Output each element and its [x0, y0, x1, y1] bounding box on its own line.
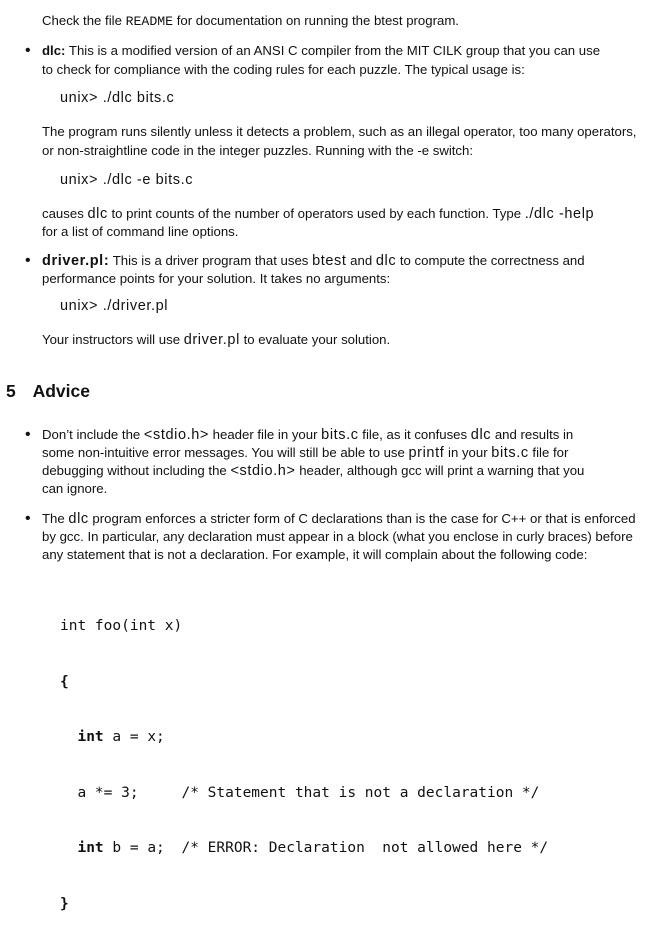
text: Don’t include the	[42, 427, 141, 442]
btest-keyword: btest	[312, 253, 347, 269]
advice1-line3	[42, 461, 584, 481]
section-heading	[6, 381, 90, 402]
text: and results in	[494, 427, 574, 442]
bullet-advice-2: •	[25, 510, 31, 527]
dlc-command-example: unix> ./dlc bits.c	[60, 90, 175, 106]
text: Your instructors will use	[42, 332, 181, 347]
code-text: a *= 3;	[77, 784, 139, 801]
dlc-description-line2: to check for compliance with the coding rules for each puzzle. The typical usage is:	[42, 62, 525, 77]
code-line-1: int foo(int x)	[60, 618, 183, 634]
text: debugging without including the	[42, 463, 227, 478]
readme-filename: README	[125, 14, 174, 29]
bullet-advice-1: •	[25, 426, 31, 443]
dlc-text: This is a modified version of an ANSI C compiler from the MIT CILK group that you can use	[68, 43, 601, 58]
text: in your	[448, 445, 488, 460]
dlc-help-command: ./dlc -help	[524, 206, 595, 222]
code-keyword: int	[77, 840, 104, 856]
text: program enforces a stricter form of C declarations than is the case for C++ or that is enforced	[92, 511, 636, 526]
code-text: a = x;	[103, 729, 165, 745]
bullet-dlc: •	[25, 42, 31, 59]
text: to evaluate your solution.	[243, 332, 391, 347]
advice1-line4: can ignore.	[42, 481, 108, 496]
text: header, although gcc will print a warning that you	[299, 463, 585, 478]
advice1-line2	[42, 443, 568, 463]
dlc-para1-line1: The program runs silently unless it detects a problem, such as an illegal operator, too many operators,	[42, 124, 637, 139]
text: to compute the correctness and	[399, 253, 585, 268]
text: file for	[532, 445, 569, 460]
dlc-keyword: dlc	[68, 511, 89, 527]
text: some non-intuitive error messages. You will still be able to use	[42, 445, 405, 460]
dlc-keyword: dlc	[470, 427, 492, 443]
code-text: b = a;	[103, 840, 165, 856]
code-line-5	[60, 839, 548, 858]
advice1-line1	[42, 425, 573, 445]
printf-keyword: printf	[408, 445, 445, 461]
driver-description-line2: performance points for your solution. It takes no arguments:	[42, 271, 391, 286]
dlc-para1-line2: or non-straightline code in the integer puzzles. Running with the -e switch:	[42, 143, 474, 158]
code-line-3	[60, 728, 548, 747]
dlc-para2-line2: for a list of command line options.	[42, 224, 239, 239]
section-number: 5	[6, 381, 16, 401]
stdio-header: <stdio.h>	[143, 427, 209, 443]
dlc-description-line1	[42, 41, 632, 60]
code-comment: /* Statement that is not a declaration */	[181, 784, 540, 801]
bits-file: bits.c	[491, 445, 529, 461]
driver-para	[42, 330, 390, 350]
driver-keyword: driver.pl	[183, 332, 240, 348]
advice2-line3: any statement that is not a declaration. For example, it will complain about the following code:	[42, 547, 588, 562]
driver-command-example: unix> ./driver.pl	[60, 298, 169, 314]
text: file, as it confuses	[362, 427, 468, 442]
dlc-term: dlc:	[42, 43, 66, 58]
dlc-keyword: dlc	[87, 206, 108, 222]
dlc-e-command-example: unix> ./dlc -e bits.c	[60, 172, 194, 188]
stdio-header: <stdio.h>	[230, 463, 296, 479]
text: The	[42, 511, 65, 526]
bullet-driver: •	[25, 252, 31, 269]
advice2-line1	[42, 509, 636, 529]
dlc-para2-line1	[42, 204, 594, 224]
code-line-6: }	[60, 895, 69, 912]
intro-line	[42, 11, 459, 31]
code-line-4	[60, 784, 548, 803]
intro-text-end: for documentation on running the btest program.	[176, 13, 459, 28]
section-title: Advice	[32, 381, 90, 401]
intro-text: Check the file	[42, 13, 122, 28]
text: This is a driver program that uses	[112, 253, 309, 268]
code-example	[60, 580, 548, 932]
dlc-keyword: dlc	[375, 253, 397, 269]
code-keyword: int	[77, 729, 104, 745]
text: and	[350, 253, 373, 268]
text: to print counts of the number of operators used by each function. Type	[111, 206, 522, 221]
code-line-2: {	[60, 673, 69, 690]
driver-term: driver.pl:	[42, 253, 110, 269]
driver-description-line1	[42, 251, 585, 271]
bits-file: bits.c	[321, 427, 359, 443]
text: causes	[42, 206, 84, 221]
code-comment: /* ERROR: Declaration not allowed here */	[181, 840, 549, 856]
text: header file in your	[212, 427, 318, 442]
advice2-line2: by gcc. In particular, any declaration must appear in a block (what you enclose in curly braces) before	[42, 529, 633, 544]
